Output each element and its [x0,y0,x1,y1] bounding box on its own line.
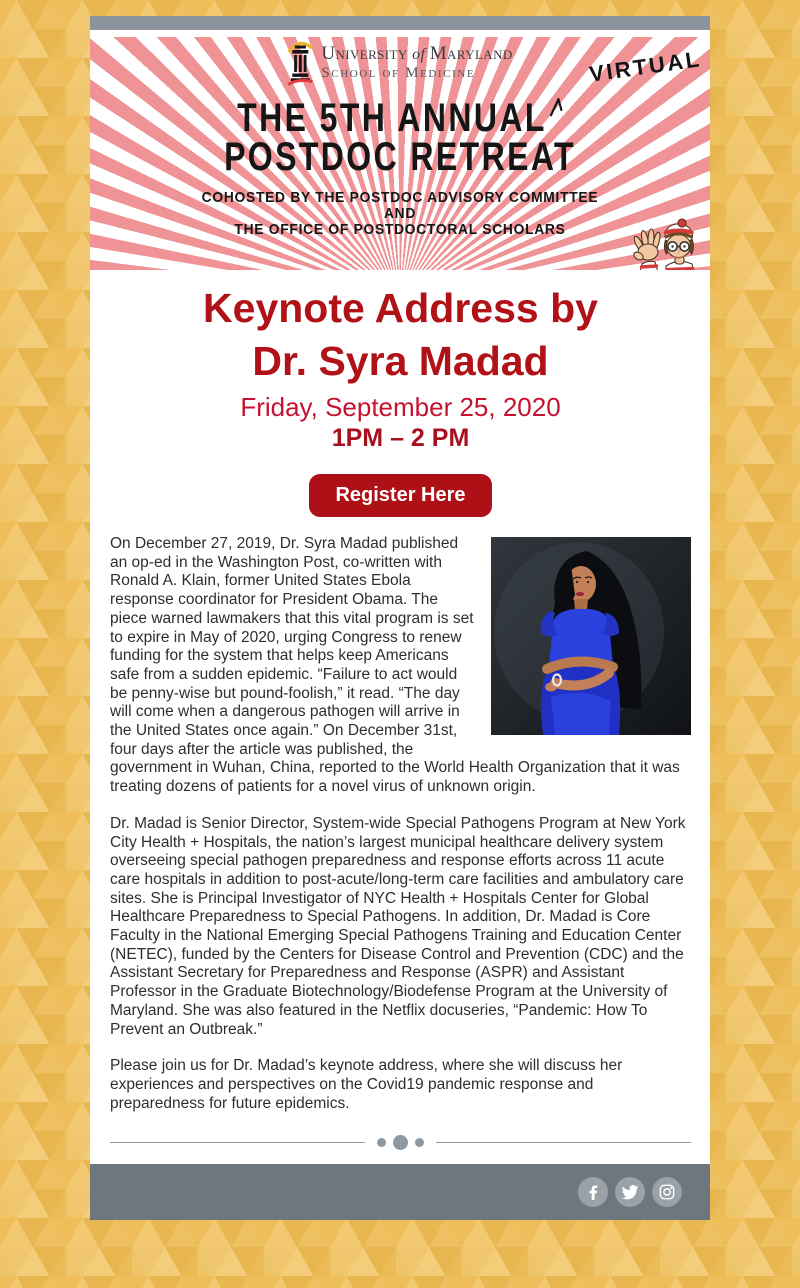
speaker-photo [491,537,691,735]
umd-logo [287,37,512,87]
header-banner [90,30,710,270]
facebook-link[interactable] [578,1177,608,1207]
email-container [90,16,710,1220]
content [90,270,710,1164]
divider-line-right [436,1142,691,1143]
register-button-row [110,474,691,517]
keynote-title-line1: Keynote Address by [203,285,598,331]
umd-logo-text [321,44,512,81]
top-bar [90,16,710,30]
instagram-icon [658,1183,676,1201]
virtual-label: VIRTUAL [587,46,704,87]
paragraph-1: On December 27, 2019, Dr. Syra Madad published an op-ed in the Washington Post, co-written with Ronald A. Klain, former United States Ebola response coordinator for President Obama. The piece warned lawmakers that this vital program is set to expire in May of 2020, urging Congress to renew funding for the system that helps keep Americans safe from a sudden epidemic. “Failure to act would be penny-wise but pound-foolish,” it read. “The day will come when a dangerous pathogen will arrive in the United States once again.” On December 31st, four days after the article was published, the government in Wuhan, China, reported to the World Health Organization that it was treating dozens of patients for a novel virus of unknown origin. [110,535,680,796]
banner-title-line1: THE 5TH ANNUAL [152,96,648,138]
logo-school-name: School of Medicine [321,64,476,81]
divider-dot [415,1138,424,1147]
cohost-line-2: AND [383,205,417,222]
keynote-title-line2: Dr. Syra Madad [252,338,549,384]
facebook-icon [584,1183,602,1201]
article [110,535,691,1113]
insert-caret-icon [549,95,564,119]
cohost-line-1: COHOSTED BY THE POSTDOC ADVISORY COMMITTEE [201,189,599,206]
divider-dots [377,1135,424,1150]
divider-dot [377,1138,386,1147]
logo-university-name: University of Maryland [321,42,513,64]
divider-line-left [110,1142,365,1143]
divider-dot [393,1135,408,1150]
keynote-time: 1PM – 2 PM [331,424,470,452]
keynote-title [110,282,691,388]
waldo-waving-icon [622,218,706,270]
register-button[interactable]: Register Here [309,474,491,517]
banner-title [90,96,710,177]
cohost-line-3: THE OFFICE OF POSTDOCTORAL SCHOLARS [234,221,566,238]
twitter-icon [621,1183,639,1201]
keynote-date: Friday, September 25, 2020 [240,392,561,422]
paragraph-2: Dr. Madad is Senior Director, System-wide Special Pathogens Program at New York City Health + Hospitals, the nation’s largest municipal healthcare delivery system overseeing special pathogen preparedness and response efforts across 11 acute care hospitals in addition to post-acute/long-term care facilities and ambulatory care sites. She is Principal Investigator of NYC Health + Hospitals Center for Global Healthcare Preparedness to Special Pathogens. In addition, Dr. Madad is Core Faculty in the National Emerging Special Pathogens Training and Education Center (NETEC), funded by the Centers for Disease Control and Prevention (CDC) and the Assistant Secretary for Preparedness and Response (ASPR) and Assistant Professor in the Graduate Biotechnology/Biodefense Program at the University of Maryland. She was also featured in the Netflix docuseries, “Pandemic: How To Prevent an Outbreak.” [110,814,686,1038]
header-top-margin [90,30,710,37]
paragraph-3: Please join us for Dr. Madad’s keynote address, where she will discuss her experiences and perspectives on the Covid19 pandemic response and preparedness for future epidemics. [110,1057,623,1112]
footer [90,1164,710,1220]
umd-column-dome-icon [287,37,313,87]
twitter-link[interactable] [615,1177,645,1207]
instagram-link[interactable] [652,1177,682,1207]
cohost-text [90,190,710,238]
banner-title-line2: POSTDOC RETREAT [224,135,576,179]
section-divider [110,1135,691,1150]
